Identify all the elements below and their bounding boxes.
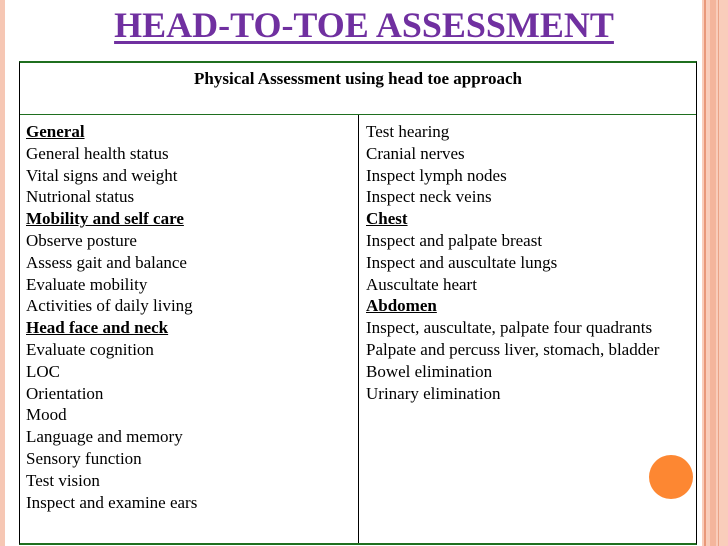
list-item: Evaluate cognition bbox=[26, 339, 154, 359]
column-divider bbox=[358, 115, 359, 543]
left-decorative-border bbox=[0, 0, 5, 546]
list-item: Activities of daily living bbox=[26, 296, 193, 316]
right-column bbox=[366, 121, 659, 404]
section-heading: Abdomen bbox=[366, 296, 437, 316]
slide-title-text: HEAD-TO-TOE ASSESSMENT bbox=[114, 5, 614, 45]
list-item: Cranial nerves bbox=[366, 143, 465, 163]
list-item: Inspect and palpate breast bbox=[366, 230, 543, 250]
list-item: General health status bbox=[26, 143, 169, 163]
list-item: Test hearing bbox=[366, 122, 450, 141]
list-item: Auscultate heart bbox=[366, 274, 477, 294]
list-item: Orientation bbox=[26, 383, 104, 403]
section-heading: Chest bbox=[366, 209, 408, 229]
list-item: Inspect and auscultate lungs bbox=[366, 252, 558, 272]
list-item: Observe posture bbox=[26, 230, 137, 250]
assessment-table bbox=[19, 61, 697, 545]
list-item: Nutrional status bbox=[26, 187, 135, 207]
section-heading: Head face and neck bbox=[26, 318, 169, 338]
list-item: LOC bbox=[26, 361, 60, 381]
list-item: Sensory function bbox=[26, 448, 142, 468]
list-item: Palpate and percuss liver, stomach, bladder bbox=[366, 339, 660, 359]
right-decorative-border bbox=[702, 0, 728, 546]
list-item: Urinary elimination bbox=[366, 383, 501, 403]
section-heading: General bbox=[26, 122, 85, 141]
section-heading: Mobility and self care bbox=[26, 209, 184, 229]
orange-circle-decoration bbox=[649, 455, 693, 499]
list-item: Inspect neck veins bbox=[366, 187, 492, 207]
list-item: Language and memory bbox=[26, 427, 183, 447]
list-item: Inspect and examine ears bbox=[26, 492, 198, 512]
list-item: Inspect, auscultate, palpate four quadrants bbox=[366, 318, 653, 338]
left-column bbox=[26, 121, 197, 513]
list-item: Inspect lymph nodes bbox=[366, 165, 507, 185]
list-item: Vital signs and weight bbox=[26, 165, 178, 185]
list-item: Bowel elimination bbox=[366, 361, 493, 381]
list-item: Evaluate mobility bbox=[26, 274, 148, 294]
list-item: Test vision bbox=[26, 470, 100, 490]
slide-title bbox=[0, 4, 728, 46]
table-header: Physical Assessment using head toe approach bbox=[20, 63, 696, 115]
list-item: Assess gait and balance bbox=[26, 252, 187, 272]
list-item: Mood bbox=[26, 405, 67, 425]
